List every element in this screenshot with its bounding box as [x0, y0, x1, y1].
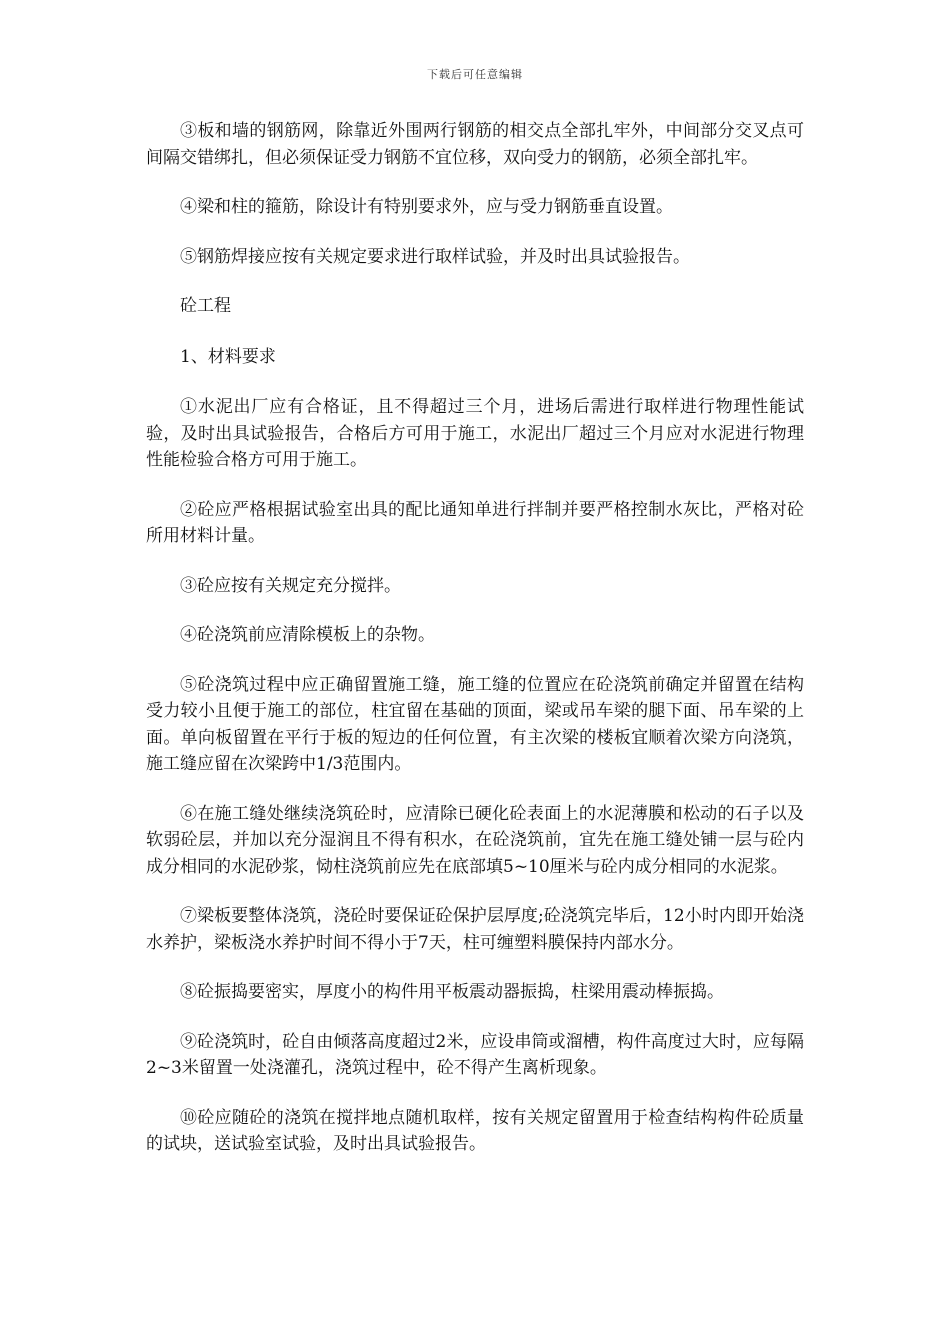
paragraph-vibration: ⑧砼振捣要密实，厚度小的构件用平板震动器振捣，柱梁用震动棒振捣。: [180, 982, 724, 1002]
paragraph-sampling: ⑩砼应随砼的浇筑在搅拌地点随机取样，按有关规定留置用于检查结构构件砼质量的试块，送试验室试验，及时出具试验报告。: [146, 1107, 804, 1154]
subsection-heading-materials: 1、材料要求: [180, 346, 276, 367]
paragraph-mixing: ③砼应按有关规定充分搅拌。: [180, 575, 401, 596]
paragraph-pour-height: ⑨砼浇筑时，砼自由倾落高度超过2米，应设串筒或溜槽，构件高度过大时，应每隔2~3米留置一处浇灌孔，浇筑过程中，砼不得产生离析现象。: [146, 1031, 804, 1078]
paragraph-joint-continuation: ⑥在施工缝处继续浇筑砼时，应清除已硬化砼表面上的水泥薄膜和松动的石子以及软弱砼层，并加以充分湿润且不得有积水，在砼浇筑前，宜先在施工缝处铺一层与砼内成分相同的水泥砂浆，恸柱浇筑前应先在底部填5~10厘米与砼内成分相同的水泥浆。: [146, 803, 804, 877]
paragraph-curing: ⑦梁板要整体浇筑，浇砼时要保证砼保护层厚度;砼浇筑完毕后，12小时内即开始浇水养护，梁板浇水养护时间不得小于7天，柱可缠塑料膜保持内部水分。: [146, 906, 804, 953]
page-header: 下载后可任意编辑: [427, 68, 523, 81]
paragraph-construction-joints: ⑤砼浇筑过程中应正确留置施工缝，施工缝的位置应在砼浇筑前确定并留置在结构受力较小且便于施工的部位，柱宜留在基础的顶面，梁或吊车梁的腿下面、吊车梁的上面。单向板留置在平行于板的短边的任何位置，有主次梁的楼板宜顺着次梁方向浇筑，施工缝应留在次梁跨中1/3范围内。: [146, 674, 804, 774]
paragraph-stirrups: ④梁和柱的箍筋，除设计有特别要求外，应与受力钢筋垂直设置。: [180, 197, 673, 217]
document-body: [146, 118, 804, 1181]
section-heading-concrete: 砼工程: [180, 296, 231, 316]
paragraph-rebar-welding: ⑤钢筋焊接应按有关规定要求进行取样试验，并及时出具试验报告。: [180, 246, 690, 267]
paragraph-mix-ratio: ②砼应严格根据试验室出具的配比通知单进行拌制并要严格控制水灰比，严格对砼所用材料计量。: [146, 499, 804, 546]
paragraph-rebar-mesh-tying: ③板和墙的钢筋网，除靠近外围两行钢筋的相交点全部扎牢外，中间部分交叉点可间隔交错绑扎，但必须保证受力钢筋不宜位移，双向受力的钢筋，必须全部扎牢。: [146, 121, 804, 168]
paragraph-formwork-cleaning: ④砼浇筑前应清除模板上的杂物。: [180, 625, 435, 645]
paragraph-cement: ①水泥出厂应有合格证，且不得超过三个月，进场后需进行取样进行物理性能试验，及时出具试验报告，合格后方可用于施工，水泥出厂超过三个月应对水泥进行物理性能检验合格方可用于施工。: [146, 397, 804, 470]
